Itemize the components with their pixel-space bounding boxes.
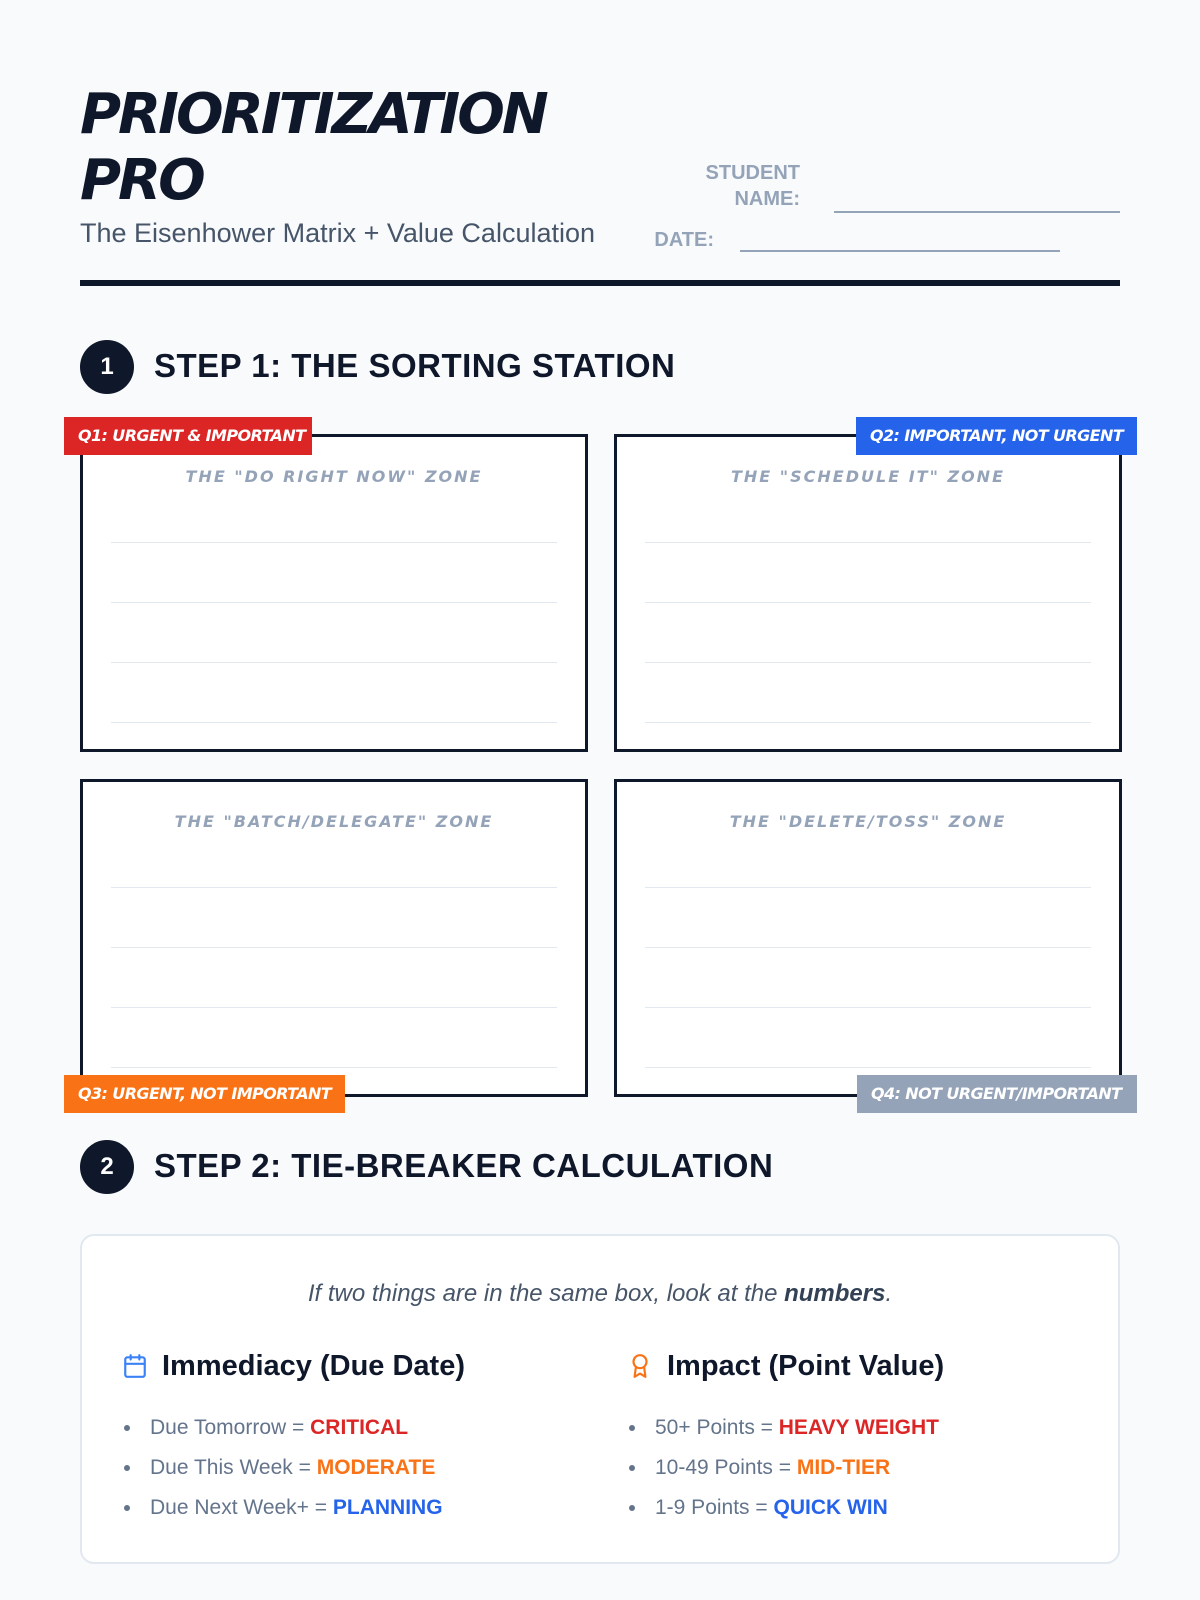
tip-end: . (885, 1280, 893, 1307)
zone-label-q2: THE "SCHEDULE IT" ZONE (731, 467, 1005, 486)
zone-label-q4: THE "DELETE/TOSS" ZONE (729, 812, 1007, 831)
quadrant-q2[interactable] (614, 434, 1122, 752)
quadrant-q1[interactable] (80, 434, 588, 752)
zone-label-q3: THE "BATCH/DELEGATE" ZONE (174, 812, 494, 831)
date-label: DATE: (654, 229, 714, 251)
impact-column (627, 1346, 1087, 1528)
title-line-1: PRIORITIZATION (80, 82, 546, 147)
tag-q1: Q1: URGENT & IMPORTANT (64, 417, 312, 455)
student-name-label-line-1: STUDENT (705, 162, 800, 184)
write-line[interactable] (111, 947, 557, 948)
priority-level: MID-TIER (796, 1456, 891, 1479)
page-subtitle: The Eisenhower Matrix + Value Calculation (80, 218, 596, 248)
immediacy-column (122, 1346, 582, 1528)
date-field[interactable] (740, 250, 1060, 252)
step-2-badge: 2 (80, 1140, 134, 1194)
priority-level: MODERATE (316, 1456, 436, 1479)
write-line[interactable] (645, 887, 1091, 888)
item-text: 1-9 Points = (655, 1496, 774, 1519)
write-line[interactable] (111, 722, 557, 723)
step-2-title: STEP 2: TIE-BREAKER CALCULATION (154, 1147, 774, 1184)
write-line[interactable] (111, 1007, 557, 1008)
list-item (627, 1488, 1087, 1528)
write-line[interactable] (111, 602, 557, 603)
write-line[interactable] (111, 887, 557, 888)
award-icon (627, 1353, 653, 1379)
list-item (122, 1448, 582, 1488)
write-line[interactable] (645, 602, 1091, 603)
title-line-2: PRO (80, 148, 203, 213)
header-divider (80, 280, 1120, 286)
write-line[interactable] (645, 722, 1091, 723)
student-name-label (670, 160, 800, 212)
calendar-icon (122, 1353, 148, 1379)
step-1-badge: 1 (80, 340, 134, 394)
write-line[interactable] (645, 1007, 1091, 1008)
priority-level: HEAVY WEIGHT (778, 1416, 940, 1439)
write-line[interactable] (645, 947, 1091, 948)
list-item (627, 1448, 1087, 1488)
item-text: Due Next Week+ = (150, 1496, 333, 1519)
page-title (80, 82, 640, 214)
tag-q4: Q4: NOT URGENT/IMPORTANT (857, 1075, 1137, 1113)
immediacy-heading (122, 1346, 582, 1386)
tag-q3: Q3: URGENT, NOT IMPORTANT (64, 1075, 345, 1113)
student-name-field[interactable] (834, 211, 1120, 213)
tie-breaker-tip (82, 1280, 1118, 1308)
list-item (122, 1488, 582, 1528)
list-item (627, 1408, 1087, 1448)
item-text: Due This Week = (150, 1456, 317, 1479)
write-line[interactable] (645, 662, 1091, 663)
write-line[interactable] (111, 1067, 557, 1068)
quadrant-q4[interactable] (614, 779, 1122, 1097)
zone-label-q1: THE "DO RIGHT NOW" ZONE (185, 467, 483, 486)
immediacy-list (122, 1408, 582, 1528)
student-name-label-line-2: NAME: (734, 188, 800, 210)
impact-list (627, 1408, 1087, 1528)
quadrant-q3[interactable] (80, 779, 588, 1097)
tie-breaker-card (80, 1234, 1120, 1564)
impact-heading-text: Impact (Point Value) (667, 1349, 945, 1382)
list-item (122, 1408, 582, 1448)
priority-level: CRITICAL (310, 1416, 409, 1439)
impact-heading (627, 1346, 1087, 1386)
write-line[interactable] (111, 662, 557, 663)
tag-q2: Q2: IMPORTANT, NOT URGENT (856, 417, 1137, 455)
worksheet-page (78, 0, 1124, 1600)
tip-text: If two things are in the same box, look at the (307, 1280, 785, 1307)
item-text: 50+ Points = (655, 1416, 779, 1439)
write-line[interactable] (645, 1067, 1091, 1068)
item-text: 10-49 Points = (655, 1456, 797, 1479)
priority-level: PLANNING (332, 1496, 443, 1519)
write-line[interactable] (111, 542, 557, 543)
write-line[interactable] (645, 542, 1091, 543)
tip-emphasis: numbers (784, 1280, 886, 1307)
immediacy-heading-text: Immediacy (Due Date) (162, 1349, 465, 1382)
item-text: Due Tomorrow = (150, 1416, 311, 1439)
priority-level: QUICK WIN (773, 1496, 888, 1519)
step-1-title: STEP 1: THE SORTING STATION (154, 347, 676, 384)
